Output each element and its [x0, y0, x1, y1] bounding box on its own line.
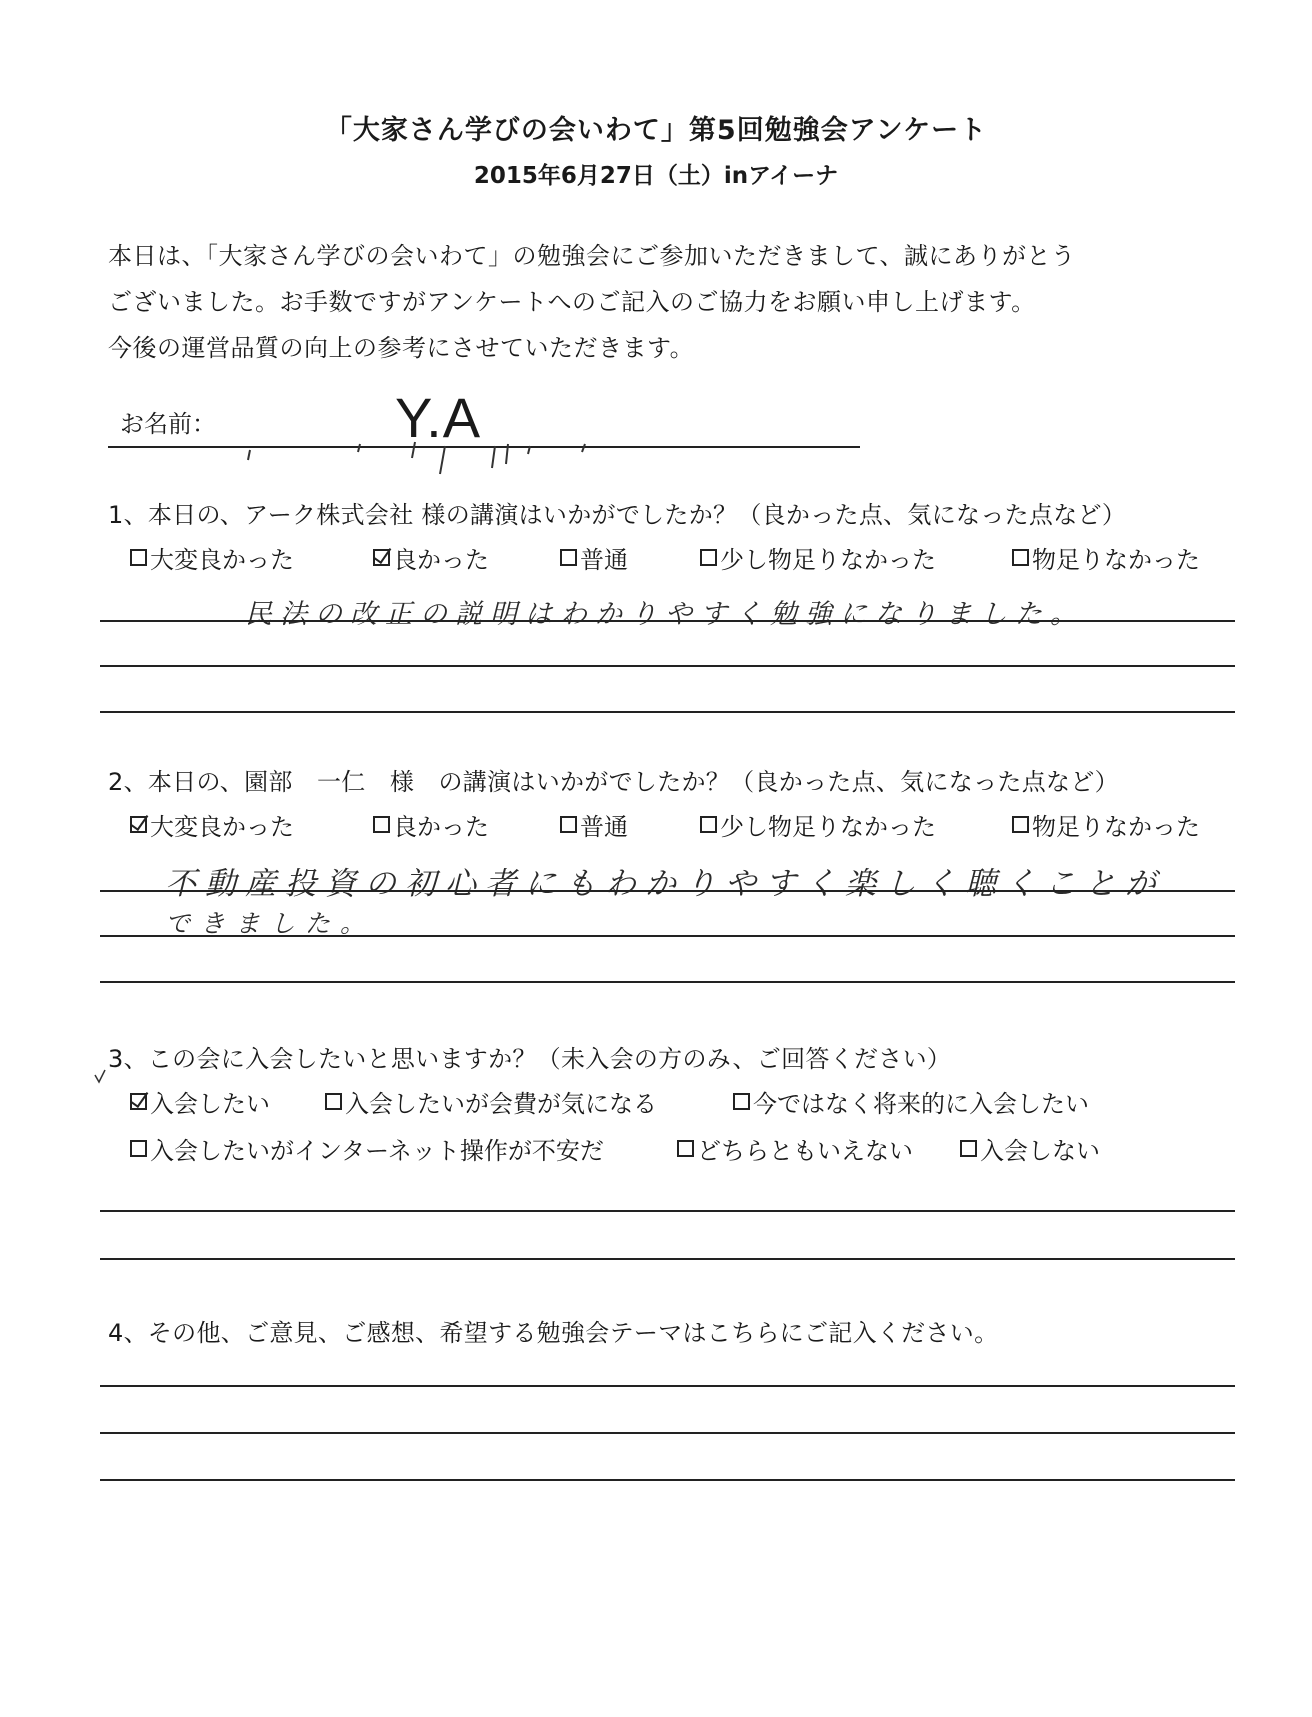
q1-option-1-checkbox[interactable]	[130, 549, 147, 566]
q2-answer-line-1-text[interactable]: 不動産投資の初心者にもわかりやすく楽しく聴くことが	[165, 866, 1165, 902]
q1-answer-line-1	[100, 620, 1235, 622]
q3-option-4-checkbox[interactable]	[130, 1140, 147, 1157]
q2-option-5-label: 物足りなかった	[1032, 813, 1200, 841]
q3-option-4[interactable]	[130, 1131, 604, 1166]
q1-option-3-checkbox[interactable]	[560, 549, 577, 566]
intro-line-2: ございました。お手数ですがアンケートへのご記入のご協力をお願い申し上げます。	[108, 288, 1036, 316]
q4-answer-line-1	[100, 1385, 1235, 1387]
question-3: 3、この会に入会したいと思いますか？（未入会の方のみ、ご回答ください）	[108, 1045, 952, 1073]
q3-option-1-checkbox[interactable]	[130, 1093, 147, 1110]
q3-option-6-label: 入会しない	[980, 1137, 1100, 1165]
q1-option-5-label: 物足りなかった	[1032, 546, 1200, 574]
q4-answer-line-2	[100, 1432, 1235, 1434]
q3-option-5[interactable]	[677, 1131, 913, 1166]
q2-answer-line-2-text[interactable]: できました。	[165, 909, 376, 938]
name-label: お名前：	[120, 410, 216, 438]
q3-answer-line-1	[100, 1210, 1235, 1212]
q2-option-4-checkbox[interactable]	[700, 816, 717, 833]
q1-answer[interactable]: 民法の改正の説明はわかりやすく勉強になりました。	[245, 599, 1085, 630]
q1-option-2-label: 良かった	[393, 546, 489, 574]
q1-option-5[interactable]	[1012, 540, 1200, 575]
q2-option-5[interactable]	[1012, 807, 1200, 842]
q2-option-5-checkbox[interactable]	[1012, 816, 1029, 833]
q2-option-4-label: 少し物足りなかった	[720, 813, 936, 841]
q1-option-1-label: 大変良かった	[150, 546, 294, 574]
q1-option-1[interactable]	[130, 540, 294, 575]
q3-answer-line-2	[100, 1258, 1235, 1260]
q2-option-3[interactable]	[560, 807, 628, 842]
q3-option-3-checkbox[interactable]	[733, 1093, 750, 1110]
q2-answer-line-3	[100, 981, 1235, 983]
q3-tick-mark	[92, 1068, 108, 1086]
survey-date: 2015年6月27日（土）inアイーナ	[473, 163, 839, 189]
q3-option-2-checkbox[interactable]	[325, 1093, 342, 1110]
q2-option-3-checkbox[interactable]	[560, 816, 577, 833]
q3-option-6-checkbox[interactable]	[960, 1140, 977, 1157]
q2-option-2[interactable]	[373, 807, 489, 842]
name-value[interactable]: Y.A	[395, 386, 482, 449]
name-scribble	[240, 438, 620, 478]
q2-option-1[interactable]	[130, 807, 294, 842]
q1-option-4[interactable]	[700, 540, 936, 575]
q1-option-5-checkbox[interactable]	[1012, 549, 1029, 566]
q2-option-2-checkbox[interactable]	[373, 816, 390, 833]
q3-option-5-label: どちらともいえない	[697, 1137, 913, 1165]
q1-option-2[interactable]	[373, 540, 489, 575]
q1-option-3[interactable]	[560, 540, 628, 575]
q3-option-2[interactable]	[325, 1084, 657, 1119]
q1-answer-line-3	[100, 711, 1235, 713]
q2-answer-line-2	[100, 935, 1235, 937]
intro-line-1: 本日は、「大家さん学びの会いわて」の勉強会にご参加いただきまして、誠にありがとう	[108, 242, 1076, 270]
q3-option-1-label: 入会したい	[150, 1090, 270, 1118]
q3-option-3[interactable]	[733, 1084, 1089, 1119]
q1-option-3-label: 普通	[580, 546, 628, 574]
q3-option-5-checkbox[interactable]	[677, 1140, 694, 1157]
intro-line-3: 今後の運営品質の向上の参考にさせていただきます。	[108, 334, 695, 362]
q2-option-4[interactable]	[700, 807, 936, 842]
q1-option-2-checkbox[interactable]	[373, 549, 390, 566]
q2-answer-line-1	[100, 890, 1235, 892]
survey-title: 「大家さん学びの会いわて」第5回勉強会アンケート	[324, 115, 988, 146]
question-1: 1、本日の、アーク株式会社 様の講演はいかがでしたか？（良かった点、気になった点など）	[108, 501, 1127, 529]
q1-answer-line-2	[100, 665, 1235, 667]
q1-option-4-label: 少し物足りなかった	[720, 546, 936, 574]
question-2: 2、本日の、園部 一仁 様 の講演はいかがでしたか？（良かった点、気になった点など）	[108, 768, 1119, 796]
q3-option-4-label: 入会したいがインターネット操作が不安だ	[150, 1137, 604, 1165]
q3-option-3-label: 今ではなく将来的に入会したい	[753, 1090, 1089, 1118]
q2-option-1-checkbox[interactable]	[130, 816, 147, 833]
q2-option-3-label: 普通	[580, 813, 628, 841]
q1-option-4-checkbox[interactable]	[700, 549, 717, 566]
question-4: 4、その他、ご意見、ご感想、希望する勉強会テーマはこちらにご記入ください。	[108, 1319, 999, 1347]
q2-option-2-label: 良かった	[393, 813, 489, 841]
q2-option-1-label: 大変良かった	[150, 813, 294, 841]
q3-option-2-label: 入会したいが会費が気になる	[345, 1090, 657, 1118]
q3-option-1[interactable]	[130, 1084, 270, 1119]
q3-option-6[interactable]	[960, 1131, 1100, 1166]
q4-answer-line-3	[100, 1479, 1235, 1481]
